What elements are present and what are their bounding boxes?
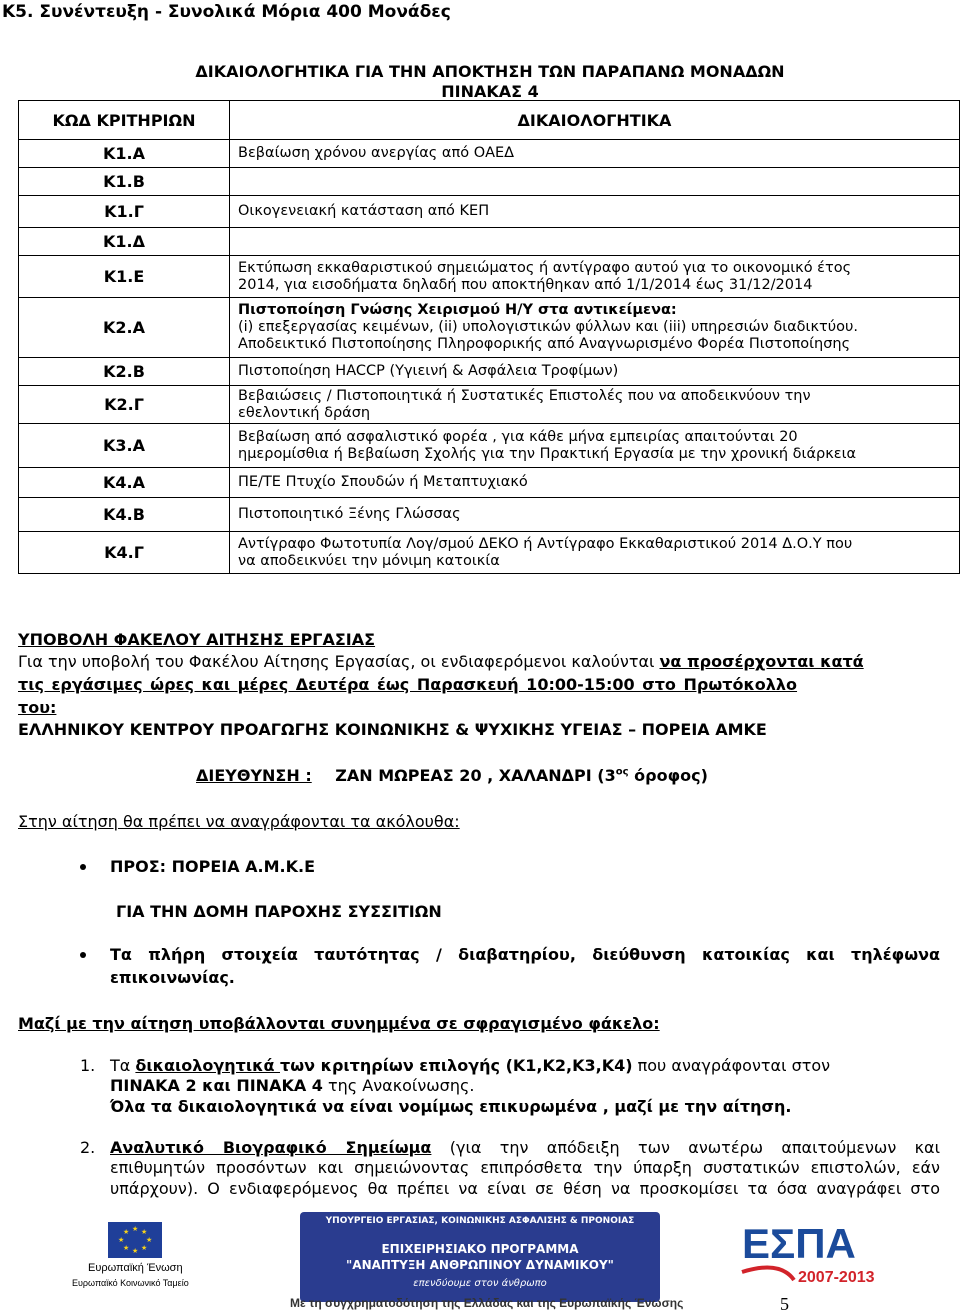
document-text: Οικογενειακή κατάσταση από ΚΕΠ xyxy=(238,203,490,219)
address-end: όροφος) xyxy=(628,766,708,785)
item2-line1 xyxy=(110,1138,940,1157)
criteria-code-cell xyxy=(19,468,230,498)
table-title: ΔΙΚΑΙΟΛΟΓΗΤΙΚΑ ΓΙΑ ΤΗΝ ΑΠΟΚΤΗΣΗ ΤΩΝ ΠΑΡΑΠΑΝΩ ΜΟΝΑΔΩΝ xyxy=(195,62,785,81)
item1-documents: δικαιολογητικά xyxy=(135,1056,280,1075)
item-number: 1. xyxy=(80,1056,96,1075)
address-line xyxy=(196,766,708,785)
document-text: Πιστοποίηση HACCP (Υγιεινή & Ασφάλεια Τροφίμων) xyxy=(238,363,619,379)
eu-flag-logo: ★ ★ ★ ★ ★ ★ ★ ★ xyxy=(108,1222,162,1258)
criteria-code: Κ1.Γ xyxy=(104,202,144,221)
submission-text: Για την υποβολή του Φακέλου Αίτησης Εργασίας, οι ενδιαφερόμενοι καλούνται xyxy=(18,652,660,671)
table-row xyxy=(19,168,960,196)
item1-criteria: των κριτηρίων επιλογής (Κ1,Κ2,Κ3,Κ4) xyxy=(280,1056,633,1075)
criteria-code-cell xyxy=(19,498,230,532)
bullet-service-name: ΓΙΑ ΤΗΝ ΔΟΜΗ ΠΑΡΟΧΗΣ ΣΥΣΣΙΤΙΩΝ xyxy=(116,902,442,921)
eu-fund-label: Ευρωπαϊκό Κοινωνικό Ταμείο xyxy=(72,1278,189,1288)
submission-paragraph-line1 xyxy=(18,652,942,671)
programme-banner-logo xyxy=(300,1212,660,1302)
criteria-code: Κ2.Γ xyxy=(104,395,144,414)
bullet-identity-line1: Τα πλήρη στοιχεία ταυτότητας / διαβατηρίου, διεύθυνση κατοικίας και τηλέφωνα xyxy=(110,945,940,964)
document-text: Εκτύπωση εκκαθαριστικού σημειώματος ή αντίγραφο αυτού για το οικονομικό έτος xyxy=(238,259,852,276)
document-cell xyxy=(230,228,960,256)
criteria-code-cell xyxy=(19,196,230,228)
table-row xyxy=(19,228,960,256)
programme-label-1: ΕΠΙΧΕΙΡΗΣΙΑΚΟ ΠΡΟΓΡΑΜΜΑ xyxy=(381,1242,579,1256)
attached-heading: Μαζί με την αίτηση υποβάλλονται συνημμένα σε σφραγισμένο φάκελο: xyxy=(18,1014,660,1033)
document-text: να αποδεικνύει την μόνιμη κατοικία xyxy=(238,552,500,569)
criteria-code-cell xyxy=(19,298,230,358)
espa-logo xyxy=(740,1214,890,1290)
table-row xyxy=(19,498,960,532)
table-row xyxy=(19,358,960,386)
document-cell xyxy=(230,532,960,574)
ministry-label: ΥΠΟΥΡΓΕΙΟ ΕΡΓΑΣΙΑΣ, ΚΟΙΝΩΝΙΚΗΣ ΑΣΦΑΛΙΣΗΣ & ΠΡΟΝΟΙΑΣ xyxy=(325,1216,635,1226)
item2-text: (για την απόδειξη των ανωτέρω απαιτούμενων και xyxy=(431,1138,940,1157)
item2-line2: επιθυμητών προσόντων και σημειώνοντας επιπρόσθετα την ύπαρξη συστατικών επιστολών, εάν xyxy=(110,1158,940,1177)
document-text: ημερομίσθια ή Βεβαίωση Σχολής για την Πρακτική Εργασία με την χρονική διάρκεια xyxy=(238,445,857,462)
espa-text: ΕΣΠΑ xyxy=(742,1220,856,1267)
criteria-code: Κ1.Ε xyxy=(103,267,145,286)
table-row xyxy=(19,386,960,424)
table-row xyxy=(19,298,960,358)
table-row xyxy=(19,140,960,168)
header-criteria-code: ΚΩΔ ΚΡΙΤΗΡΙΩΝ xyxy=(19,101,230,140)
address-label: ΔΙΕΥΘΥΝΣΗ : xyxy=(196,766,312,785)
cofunding-statement: Με τη συγχρηματοδότηση της Ελλάδας και της Ευρωπαϊκής Ένωσης xyxy=(290,1296,684,1310)
submission-emphasis: να προσέρχονται κατά xyxy=(659,652,864,671)
criteria-code: Κ1.Δ xyxy=(103,232,145,251)
table-subtitle: ΠΙΝΑΚΑΣ 4 xyxy=(441,82,539,101)
document-cell xyxy=(230,168,960,196)
submission-paragraph-line2: τις εργάσιμες ώρες και μέρες Δευτέρα έως Παρασκευή 10:00-15:00 στο Πρωτόκολλο xyxy=(18,675,798,694)
item2-line3: υπάρχουν). Ο ενδιαφερόμενος θα πρέπει να είναι σε θέση να προσκομίσει τα όσα αναγράφει στο xyxy=(110,1179,940,1198)
document-cell xyxy=(230,424,960,468)
document-text: Βεβαίωση χρόνου ανεργίας από ΟΑΕΔ xyxy=(238,145,515,161)
document-cell xyxy=(230,498,960,532)
table-row xyxy=(19,532,960,574)
document-text: Βεβαίωση από ασφαλιστικό φορέα , για κάθε μήνα εμπειρίας απαιτούνται 20 xyxy=(238,428,798,445)
document-cell xyxy=(230,196,960,228)
criteria-code: Κ1.Β xyxy=(103,172,145,191)
criteria-code: Κ4.Α xyxy=(103,473,145,492)
bullet-addressee: ΠΡΟΣ: ΠΟΡΕΙΑ Α.Μ.Κ.Ε xyxy=(110,857,316,876)
section-title: Κ5. Συνέντευξη - Συνολικά Μόρια 400 Μονάδες xyxy=(2,2,451,22)
document-text: Βεβαιώσεις / Πιστοποιητικά ή Συστατικές Επιστολές που να αποδεικνύουν την xyxy=(238,387,811,404)
criteria-code-cell xyxy=(19,424,230,468)
criteria-code-cell xyxy=(19,140,230,168)
criteria-code: Κ2.Α xyxy=(103,318,145,337)
document-text: Πιστοποίηση Γνώσης Χειρισμού Η/Υ στα αντικείμενα: xyxy=(238,302,677,318)
document-cell xyxy=(230,140,960,168)
item2-cv: Αναλυτικό Βιογραφικό Σημείωμα xyxy=(110,1138,432,1157)
criteria-code-cell xyxy=(19,358,230,386)
eu-label: Ευρωπαϊκή Ένωση xyxy=(88,1262,183,1274)
submission-heading: ΥΠΟΒΟΛΗ ΦΑΚΕΛΟΥ ΑΙΤΗΣΗΣ ΕΡΓΑΣΙΑΣ xyxy=(18,630,376,649)
document-text: (i) επεξεργασίας κειμένων, (ii) υπολογιστικών φύλλων και (iii) υπηρεσιών διαδικτύου. xyxy=(238,319,858,335)
item1-announcement: της Ανακοίνωσης. xyxy=(322,1076,475,1095)
document-cell xyxy=(230,358,960,386)
criteria-code-cell xyxy=(19,532,230,574)
espa-logo-graphic xyxy=(740,1214,890,1290)
address-value: ΖΑΝ ΜΩΡΕΑΣ 20 , ΧΑΛΑΝΔΡΙ (3 xyxy=(335,766,616,785)
item1-text-end: που αναγράφονται στον xyxy=(632,1056,831,1075)
address-superscript: ος xyxy=(615,766,629,778)
document-cell xyxy=(230,468,960,498)
document-text: Αντίγραφο Φωτοτυπία Λογ/σμού ΔΕΚΟ ή Αντίγραφο Εκκαθαριστικού 2014 Δ.Ο.Υ που xyxy=(238,535,853,552)
table-row xyxy=(19,424,960,468)
document-cell xyxy=(230,256,960,298)
criteria-code-cell xyxy=(19,386,230,424)
document-cell xyxy=(230,386,960,424)
criteria-code: Κ4.Γ xyxy=(104,543,144,562)
criteria-code-cell xyxy=(19,228,230,256)
document-text: Αποδεικτικό Πιστοποίησης Πληροφορικής από Αναγνωρισμένο Φορέα Πιστοποίησης xyxy=(238,336,851,352)
criteria-code-cell xyxy=(19,168,230,196)
programme-label-3: επενδύουμε στον άνθρωπο xyxy=(413,1278,547,1289)
table-header-row xyxy=(19,101,960,140)
page-number: 5 xyxy=(780,1294,789,1314)
criteria-table xyxy=(18,100,960,574)
bullet-identity-line2: επικοινωνίας. xyxy=(110,968,235,987)
item1-line1 xyxy=(110,1056,830,1075)
bullet-icon xyxy=(80,864,86,870)
header-documents: ΔΙΚΑΙΟΛΟΓΗΤΙΚΑ xyxy=(230,101,960,140)
submission-paragraph-line3: του: xyxy=(18,698,57,717)
document-text: ΠΕ/ΤΕ Πτυχίο Σπουδών ή Μεταπτυχιακό xyxy=(238,474,528,490)
criteria-code: Κ3.Α xyxy=(103,436,145,455)
document-text: 2014, για εισοδήματα δηλαδή που αποκτήθηκαν από 1/1/2014 έως 31/12/2014 xyxy=(238,276,813,293)
document-cell xyxy=(230,298,960,358)
item1-line3: Όλα τα δικαιολογητικά να είναι νομίμως επικυρωμένα , μαζί με την αίτηση. xyxy=(110,1097,792,1116)
table-row xyxy=(19,468,960,498)
criteria-code: Κ1.Α xyxy=(103,144,145,163)
item1-tables: ΠΙΝΑΚΑ 2 και ΠΙΝΑΚΑ 4 xyxy=(110,1076,323,1095)
document-text: εθελοντική δράση xyxy=(238,404,371,421)
document-text: Πιστοποιητικό Ξένης Γλώσσας xyxy=(238,506,461,522)
criteria-code: Κ4.Β xyxy=(103,505,145,524)
item1-text: Τα xyxy=(110,1056,136,1075)
item-number: 2. xyxy=(80,1138,96,1157)
item1-line2 xyxy=(110,1076,474,1095)
programme-label-2: "ΑΝΑΠΤΥΞΗ ΑΝΘΡΩΠΙΝΟΥ ΔΥΝΑΜΙΚΟΥ" xyxy=(346,1258,614,1272)
organization-name: ΕΛΛΗΝΙΚΟΥ ΚΕΝΤΡΟΥ ΠΡΟΑΓΩΓΗΣ ΚΟΙΝΩΝΙΚΗΣ & ΨΥΧΙΚΗΣ ΥΓΕΙΑΣ – ΠΟΡΕΙΑ ΑΜΚΕ xyxy=(18,720,767,739)
table-row xyxy=(19,256,960,298)
table-row xyxy=(19,196,960,228)
criteria-code-cell xyxy=(19,256,230,298)
must-include-heading: Στην αίτηση θα πρέπει να αναγράφονται τα ακόλουθα: xyxy=(18,812,460,831)
criteria-code: Κ2.Β xyxy=(103,362,145,381)
espa-years: 2007-2013 xyxy=(798,1269,875,1286)
bullet-icon xyxy=(80,952,86,958)
